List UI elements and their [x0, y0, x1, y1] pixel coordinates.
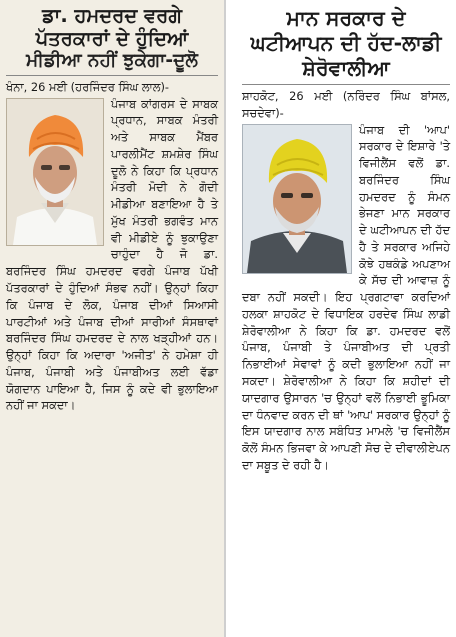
photo-shamsher-singh-dullo	[6, 98, 104, 246]
portrait-orange-turban-image	[7, 99, 103, 245]
left-headline-main: ਡਾ. ਹਮਦਰਦ ਵਰਗੇ ਪੱਤਰਕਾਰਾਂ ਦੇ ਹੁੰਦਿਆਂ	[35, 4, 189, 50]
left-article-body	[0, 79, 224, 414]
right-headline: ਮਾਨ ਸਰਕਾਰ ਦੇ ਘਟੀਆਪਨ ਦੀ ਹੱਦ-ਲਾਡੀ ਸ਼ੇਰੋਵਾਲੀਆ	[250, 6, 442, 80]
left-article	[0, 0, 226, 637]
photo-hardev-singh-laddi-sherowalia	[242, 124, 352, 274]
right-body-text: ਪੰਜਾਬ ਦੀ 'ਆਪ' ਸਰਕਾਰ ਦੇ ਇਸ਼ਾਰੇ 'ਤੇ ਵਿਜੀਲੈਂਸ ਵਲੋਂ ਡਾ. ਬਰਜਿੰਦਰ ਸਿੰਘ ਹਮਦਰਦ ਨੂੰ ਸੰਮਨ ਭੇਜਣਾ ਮਾਨ ਸਰਕਾਰ ਦੇ ਘਟੀਆਪਨ ਦੀ ਹੱਦ ਹੈ ਤੇ ਸਰਕਾਰ ਅਜਿਹੇ ਕੋਝੇ ਹਥਕੰਡੇ ਅਪਣਾਅ ਕੇ ਸੱਚ ਦੀ ਆਵਾਜ਼ ਨੂੰ ਦਬਾ ਨਹੀਂ ਸਕਦੀ। ਇਹ ਪ੍ਰਗਟਾਵਾ ਕਰਦਿਆਂ ਹਲਕਾ ਸ਼ਾਹਕੋਟ ਦੇ ਵਿਧਾਇਕ ਹਰਦੇਵ ਸਿੰਘ ਲਾਡੀ ਸ਼ੇਰੋਵਾਲੀਆ ਨੇ ਕਿਹਾ ਕਿ ਡਾ. ਹਮਦਰਦ ਵਲੋਂ ਪੰਜਾਬ, ਪੰਜਾਬੀ ਤੇ ਪੰਜਾਬੀਅਤ ਦੀ ਪ੍ਰਤੀ ਨਿਭਾਈਆਂ ਸੇਵਾਵਾਂ ਨੂੰ ਕਦੀ ਭੁਲਾਇਆ ਨਹੀਂ ਜਾ ਸਕਦਾ। ਸ਼ੇਰੋਵਾਲੀਆ ਨੇ ਕਿਹਾ ਕਿ ਸ਼ਹੀਦਾਂ ਦੀ ਯਾਦਗਾਰ ਉਸਾਰਨ 'ਚ ਉਨ੍ਹਾਂ ਵਲੋਂ ਨਿਭਾਈ ਭੂਮਿਕਾ ਦਾ ਧੰਨਵਾਦ ਕਰਨ ਦੀ ਥਾਂ 'ਆਪ' ਸਰਕਾਰ ਉਨ੍ਹਾਂ ਨੂੰ ਇਸ ਯਾਦਗਾਰ ਨਾਲ ਸਬੰਧਿਤ ਮਾਮਲੇ 'ਚ ਵਿਜੀਲੈਂਸ ਕੋਲੋਂ ਸੰਮਨ ਭਿਜਵਾ ਕੇ ਆਪਣੀ ਸੋਚ ਦੇ ਦੀਵਾਲੀਏਪਨ ਦਾ ਸਬੂਤ ਦੇ ਰਹੀ ਹੈ।	[242, 122, 450, 472]
right-article-body	[236, 88, 456, 474]
portrait-yellow-turban-image	[243, 125, 351, 273]
left-dateline: ਖੰਨਾ, 26 ਮਈ (ਹਰਜਿੰਦਰ ਸਿੰਘ ਲਾਲ)-	[6, 79, 170, 94]
right-divider	[242, 84, 450, 85]
left-body-text: ਪੰਜਾਬ ਕਾਂਗਰਸ ਦੇ ਸਾਬਕ ਪ੍ਰਧਾਨ, ਸਾਬਕ ਮੰਤਰੀ ਅਤੇ ਸਾਬਕ ਮੈਂਬਰ ਪਾਰਲੀਮੈਂਟ ਸ਼ਮਸ਼ੇਰ ਸਿੰਘ ਦੂਲੋ ਨੇ ਕਿਹਾ ਕਿ ਪ੍ਰਧਾਨ ਮੰਤਰੀ ਮੋਦੀ ਨੇ ਗੋਦੀ ਮੀਡੀਆ ਬਣਾਇਆ ਹੈ ਤੇ ਮੁੱਖ ਮੰਤਰੀ ਭਗਵੰਤ ਮਾਨ ਵੀ ਮੀਡੀਏ ਨੂੰ ਝੁਕਾਉਣਾ ਚਾਹੁੰਦਾ ਹੈ ਜੋ ਡਾ. ਬਰਜਿੰਦਰ ਸਿੰਘ ਹਮਦਰਦ ਵਰਗੇ ਪੰਜਾਬ ਪੱਖੀ ਪੱਤਰਕਾਰਾਂ ਦੇ ਹੁੰਦਿਆਂ ਸੰਭਵ ਨਹੀਂ। ਉਨ੍ਹਾਂ ਕਿਹਾ ਕਿ ਪੰਜਾਬ ਦੇ ਲੋਕ, ਪੰਜਾਬ ਦੀਆਂ ਸਿਆਸੀ ਪਾਰਟੀਆਂ ਅਤੇ ਪੰਜਾਬ ਦੀਆਂ ਸਾਰੀਆਂ ਸੰਸਥਾਵਾਂ ਬਰਜਿੰਦਰ ਸਿੰਘ ਹਮਦਰਦ ਦੇ ਨਾਲ ਖੜ੍ਹੀਆਂ ਹਨ। ਉਨ੍ਹਾਂ ਕਿਹਾ ਕਿ ਅਦਾਰਾ 'ਅਜੀਤ' ਨੇ ਹਮੇਸ਼ਾ ਹੀ ਪੰਜਾਬ, ਪੰਜਾਬੀ ਅਤੇ ਪੰਜਾਬੀਅਤ ਲਈ ਵੱਡਾ ਯੋਗਦਾਨ ਪਾਇਆ ਹੈ, ਜਿਸ ਨੂੰ ਕਦੇ ਵੀ ਭੁਲਾਇਆ ਨਹੀਂ ਜਾ ਸਕਦਾ।	[6, 96, 218, 413]
left-subheadline: ਮੀਡੀਆ ਨਹੀਂ ਝੁਕੇਗਾ-ਦੂਲੋ	[26, 50, 198, 71]
right-dateline: ਸ਼ਾਹਕੋਟ, 26 ਮਈ (ਨਰਿੰਦਰ ਸਿੰਘ ਬਾਂਸਲ, ਸਚਦੇਵਾ)-	[242, 89, 450, 120]
left-divider	[6, 75, 218, 76]
right-article	[236, 0, 456, 637]
left-headline	[0, 0, 224, 74]
